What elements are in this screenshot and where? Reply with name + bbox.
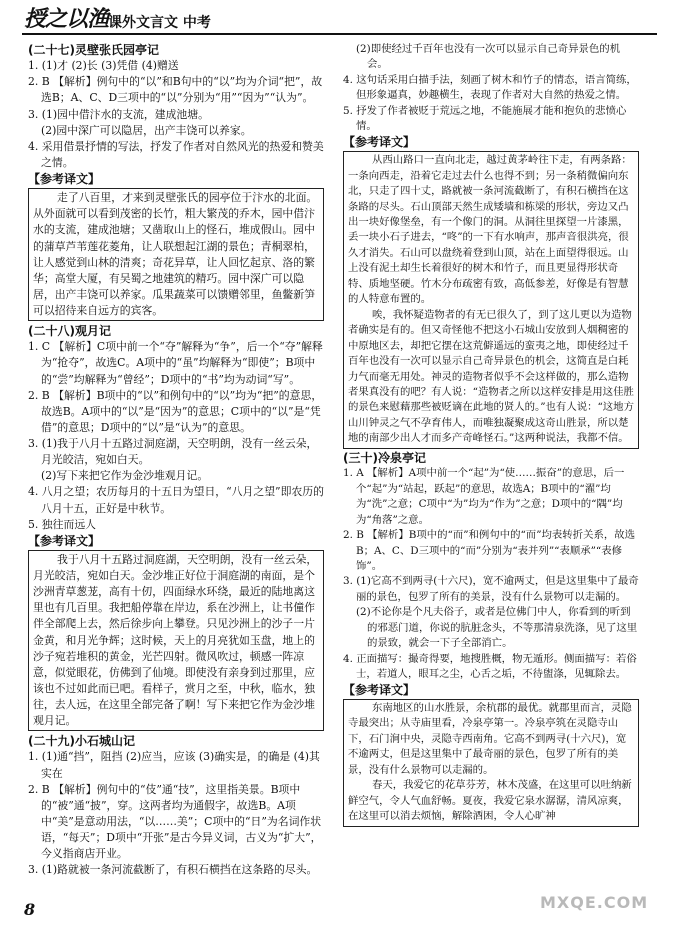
translation-box-27	[28, 188, 324, 321]
answer-27-4: 4. 采用借景抒情的写法，抒发了作者对自然风光的热爱和赞美之情。	[28, 139, 324, 169]
site-watermark: MXQE.COM	[540, 893, 649, 912]
left-column	[28, 42, 324, 878]
reference-label-29: 【参考译文】	[343, 134, 416, 149]
answer-30-3b: (2)不论你是个凡夫俗子，或者是位佛门中人，你看到的听到的邪恶门道，你说的肮脏念头，不等那清泉洗涤，见了这里的景致，就会一下子全部消亡。	[356, 606, 638, 650]
answer-27-2: 2. B 【解析】例句中的“以”和B句中的“以”均为介词“把”，故选B；A、C、D三项中的“以”分别为“用”“因为”“认为”。	[28, 75, 323, 105]
answer-29-4: 4. 这句话采用白描手法，刻画了树木和竹子的情态，语言简练，但形象逼真，妙趣横生，表现了作者对大自然的热爱之情。	[343, 73, 637, 102]
translation-box-28	[28, 550, 324, 731]
answer-28-4: 4. 八月之望；农历每月的十五日为望日，“八月之望”即农历的八月十五，正好是中秋节。	[28, 485, 324, 515]
reference-label-30: 【参考译文】	[343, 682, 416, 697]
reference-label-28: 【参考译文】	[28, 533, 101, 548]
translation-29-part2: 唉，我怀疑造物者的有无已很久了，到了这儿更以为造物者确实是有的。但又奇怪他不把这小石城山安放到人烟稠密的中原地区去，却把它摆在这荒僻遥远的蛮夷之地，即使经过千百年也没有一次可以显示自己奇异景色的机会，这简直是白耗力气而毫无用处。神灵的造物者似乎不会这样做的，那么造物者果真没有的吧？有人说：“造物者之所以这样安排是用这佳胜的景色来慰藉那些被贬谪在此地的贤人的。”也有人说：“这地方山川钟灵之气不孕育伟人，而唯独凝聚成这奇山胜景，所以楚地的南部少出人才而多产奇峰怪石。”这两种说法，我都不信。	[348, 308, 634, 445]
translation-29-part1: 从西山路口一直向北走，越过黄茅岭往下走，有两条路：一条向西走，沿着它走过去什么也得不到；另一条稍微偏向东北，只走了四十丈，路就被一条河流截断了，有积石横挡在这条路的尽头。石山顶部天然生成矮墙和栋梁的形状，旁边又凸出一块好像堡垒，有一个像门的洞。从洞往里探望一片漆黑，丢一块小石子进去，“咚”的一下有水响声，那声音很洪亮，很久才消失。石山可以盘绕着登到山顶，站在上面望得很远。山上没有泥土却生长着很好的树木和竹子，而且更显得形状奇特、质地坚硬。竹木分布疏密有致，高低参差，好像是有智慧的人特意布置的。	[348, 154, 632, 306]
translation-28: 我于八月十五路过洞庭湖，天空明朗，没有一丝云朵，月光皎洁，宛如白天。金沙堆正好位于洞庭湖的南面，是个沙洲青草葱茏，高有十仞，四面绿水环绕，最近的陆地离这里也有几百里。我把船停靠在岸边，系在沙洲上，让书僮作伴全部爬上去，然后徐步向上攀登。只见沙洲上的沙子一片金黄，和月光争辉；这时候，天上的月亮犹如玉盘，地上的沙子宛若堆积的黄金，光芒四射。微风吹过，顿感一阵凉意，似觉眼花，仿佛到了仙境。即使没有亲身到过那里，应该也不过如此而已吧。看样子，赏月之至，中秋，临水，独往，去人远，在这里全部完备了啊！写下来把它作为金沙堆观月记。	[33, 552, 318, 728]
answer-30-1: 1. A 【解析】A项中前一个“起”为“使……振奋”的意思，后一个“起”为“站起，跃起”的意思，故选A；B项中的“濯”均为“洗”之意；C项中“为”均为“作为”之意；D项中的“隅”均为“角落”之意。	[343, 467, 625, 526]
answer-28-5: 5. 独往而远人	[28, 517, 97, 531]
section-title-29: (二十九)小石城山记	[28, 734, 135, 749]
answer-28-1: 1. C 【解析】C项中前一个“夺”解释为“争”，后一个“夺”解释为“抢夺”，故选C。A项中的“虽”均解释为“即使”；B项中的“尝”均解释为“曾经”；D项中的“书”均为动词“写”。	[28, 340, 323, 386]
translation-box-30	[343, 699, 639, 827]
answer-27-3a: 3. (1)园中借汴水的支流，建成池塘。	[28, 107, 209, 121]
translation-30-part2: 春天，我爱它的花草芬芳，林木茂盛，在这里可以吐纳新鲜空气，令人气血舒畅。夏夜，我爱它泉水潺潺，清风凉爽，在这里可以消去烦恼，解除酒困，令人心旷神	[348, 779, 632, 823]
answer-30-3a: 3. (1)它高不到两寻(十六尺)，宽不逾两丈，但是这里集中了最奇丽的景色，包罗了所有的美景，没有什么景物可以走漏的。	[343, 575, 639, 603]
translation-box-29	[343, 151, 639, 449]
header-rule	[22, 33, 657, 35]
page-header	[22, 2, 662, 36]
answer-27-3b: (2)园中深广可以隐居，出产丰饶可以养家。	[41, 123, 252, 137]
book-subtitle: 课外文言文 中考	[108, 15, 211, 31]
right-column	[343, 42, 639, 829]
reference-label-27: 【参考译文】	[28, 172, 101, 186]
answer-28-2: 2. B 【解析】B项中的“以”和例句中的“以”均为“把”的意思，故选B。A项中的“以”是“因为”的意思；C项中的“以”是“凭借”的意思；D项中的“以”是“认为”的意思。	[28, 388, 323, 434]
answer-30-2: 2. B 【解析】B项中的“而”和例句中的“而”均表转折关系，故选B；A、C、D三项中的“而”分别为“表并列”“表顺承”“表修饰”。	[343, 529, 636, 572]
answer-28-3a: 3. (1)我于八月十五路过洞庭湖，天空明朗，没有一丝云朵，月光皎洁，宛如白天。	[28, 437, 318, 467]
answer-30-4: 4. 正面描写：撮奇得要，地搜胜概，物无遁形。侧面描写：若俗士，若道人，眼耳之尘，心舌之垢，不待盥涤，见辄除去。	[343, 652, 637, 681]
translation-27: 走了八百里，才来到灵壁张氏的园亭位于汴水的北面。从外面就可以看到茂密的长竹，粗大繁茂的乔木，园中借汴水的支流，建成池塘；又凿取山上的怪石，堆成假山。园中的蒲草芦苇莲花菱角，让人联想起江湖的景色；青桐翠柏，让人感觉到山林的清爽；奇花异草，让人回忆起京、洛的繁华；高堂大厦，有吴蜀之地建筑的精巧。园中深广可以隐居，出产丰饶可以养家。瓜果蔬菜可以馈赠邻里，鱼鳖新笋可以招待来自远方的宾客。	[33, 191, 318, 317]
answer-29-3b: (2)即使经过千百年也没有一次可以显示自己奇异景色的机会。	[356, 43, 621, 71]
section-title-28: (二十八)观月记	[28, 324, 111, 339]
answer-29-2: 2. B 【解析】例句中的“伎”通“技”，这里指美景。B项中的“被”通“披”，穿。这两者均为通假字，故选B。A项中“美”是意动用法，“以……美”；C项中的“日”为名词作状语，“每天”；D项中“开张”是古今异义词，古义为“扩大”，今义指商店开业。	[28, 782, 322, 861]
answer-29-1: 1. (1)通“挡”，阻挡 (2)应当，应该 (3)确实是，的确是 (4)其实在	[28, 750, 320, 780]
translation-30-part1: 东南地区的山水胜景，余杭郡的最优。就郡里而言，灵隐寺最突出；从寺庙里看，冷泉亭第一。冷泉亭筑在灵隐寺山下，石门涧中央，灵隐寺西南角。它高不到两寻(十六尺)，宽不逾两丈，但是这里集中了最奇丽的景色，包罗了所有的美景，没有什么景物可以走漏的。	[348, 702, 632, 776]
answer-27-1: 1. (1)才 (2)长 (3)凭借 (4)赠送	[28, 59, 179, 73]
section-title-27: (二十七)灵壁张氏园亭记	[28, 43, 159, 57]
answer-29-5: 5. 抒发了作者被贬于荒远之地，不能施展才能和抱负的悲愤心情。	[343, 104, 627, 133]
section-title-30: (三十)冷泉亭记	[343, 450, 426, 465]
series-logo: 授之以渔	[24, 6, 109, 32]
page-number: 8	[24, 900, 36, 919]
answer-28-3b: (2)写下来把它作为金沙堆观月记。	[41, 469, 209, 483]
answer-29-3a: 3. (1)路就被一条河流截断了，有积石横挡在这条路的尽头。	[28, 863, 318, 877]
